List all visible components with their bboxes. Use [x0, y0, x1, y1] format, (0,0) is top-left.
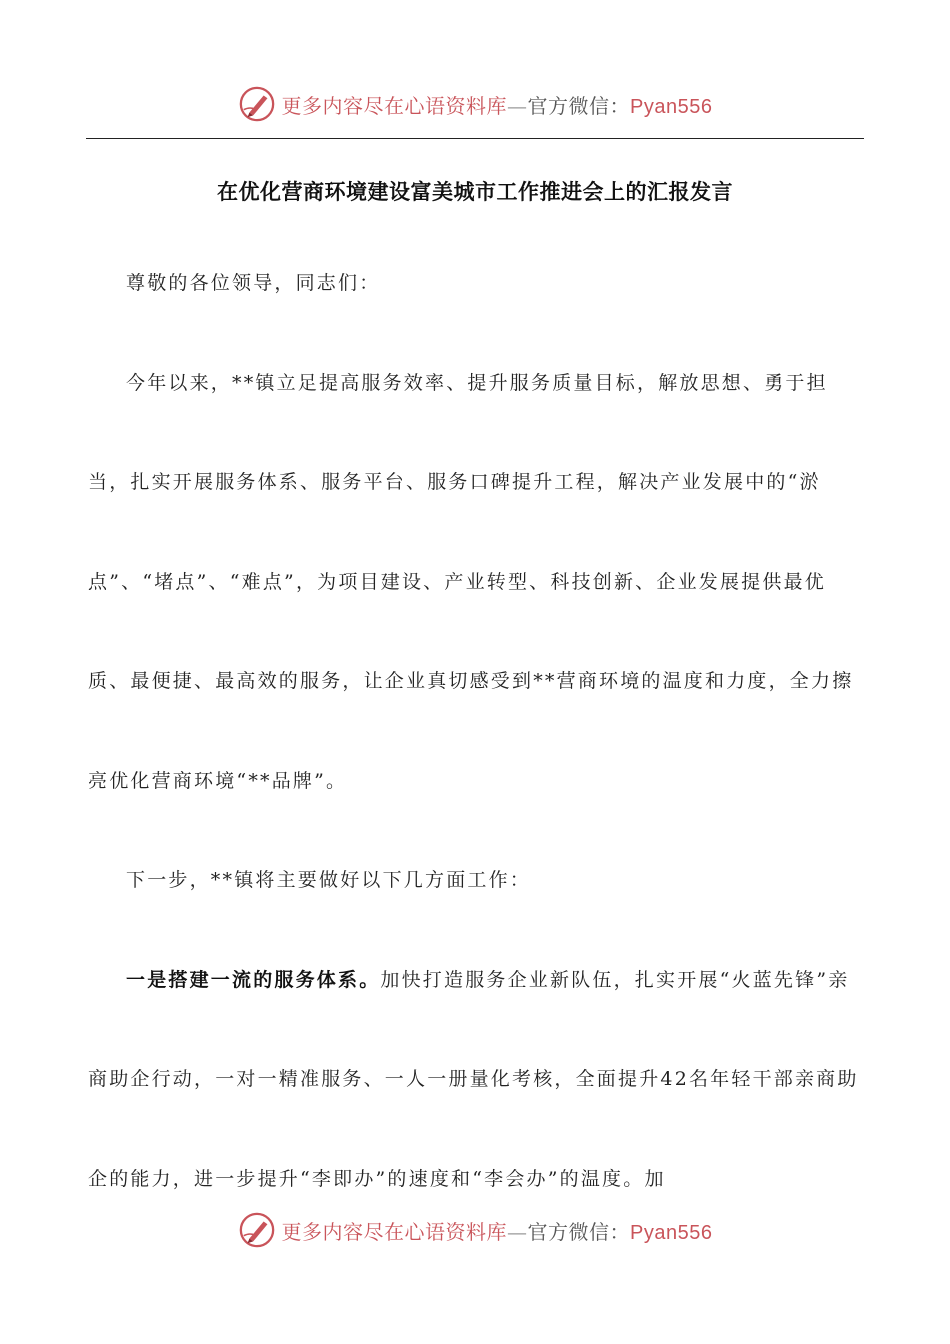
- footer-banner: [0, 1208, 950, 1252]
- footer-label: 官方微信：: [527, 1219, 631, 1244]
- header-divider: [86, 138, 864, 139]
- header-banner: [0, 82, 950, 126]
- document-title: 在优化营商环境建设富美城市工作推进会上的汇报发言: [217, 180, 733, 204]
- salutation-paragraph: 尊敬的各位领导，同志们：: [126, 272, 381, 294]
- footer-main-text: 更多内容尽在心语资料库: [281, 1219, 508, 1244]
- next-steps-paragraph: 下一步，**镇将主要做好以下几方面工作：: [126, 869, 532, 891]
- banner-wechat-id: Pyan556: [630, 95, 713, 118]
- document-body: [88, 234, 864, 1229]
- intro-paragraph: 今年以来，**镇立足提高服务效率、提升服务质量目标，解放思想、勇于担当，扎实开展服务体系、服务平台、服务口碑提升工程，解决产业发展中的“淤点”、“堵点”、“难点”，为项目建设、产业转型、科技创新、企业发展提供最优质、最便捷、最高效的服务，让企业真切感受到**营商环境的温度和力度，全力擦亮优化营商环境“**品牌”。: [88, 371, 854, 792]
- pen-logo-icon: [238, 85, 276, 123]
- footer-separator: —: [507, 1219, 528, 1244]
- point-one-text: 加快打造服务企业新队伍，扎实开展“火蓝先锋”亲商助企行动，一对一精准服务、一人一册量化考核，全面提升42名年轻干部亲商助企的能力，进一步提升“李即办”的速度和“李会办”的温度。加: [88, 968, 859, 1190]
- banner-separator: —: [507, 93, 528, 118]
- point-one-paragraph: [88, 931, 864, 1230]
- banner-main-text: 更多内容尽在心语资料库: [281, 93, 508, 118]
- footer-wechat-id: Pyan556: [630, 1221, 713, 1244]
- point-one-lead: 一是搭建一流的服务体系。: [126, 968, 381, 991]
- pen-logo-icon: [238, 1211, 276, 1249]
- banner-label: 官方微信：: [527, 93, 631, 118]
